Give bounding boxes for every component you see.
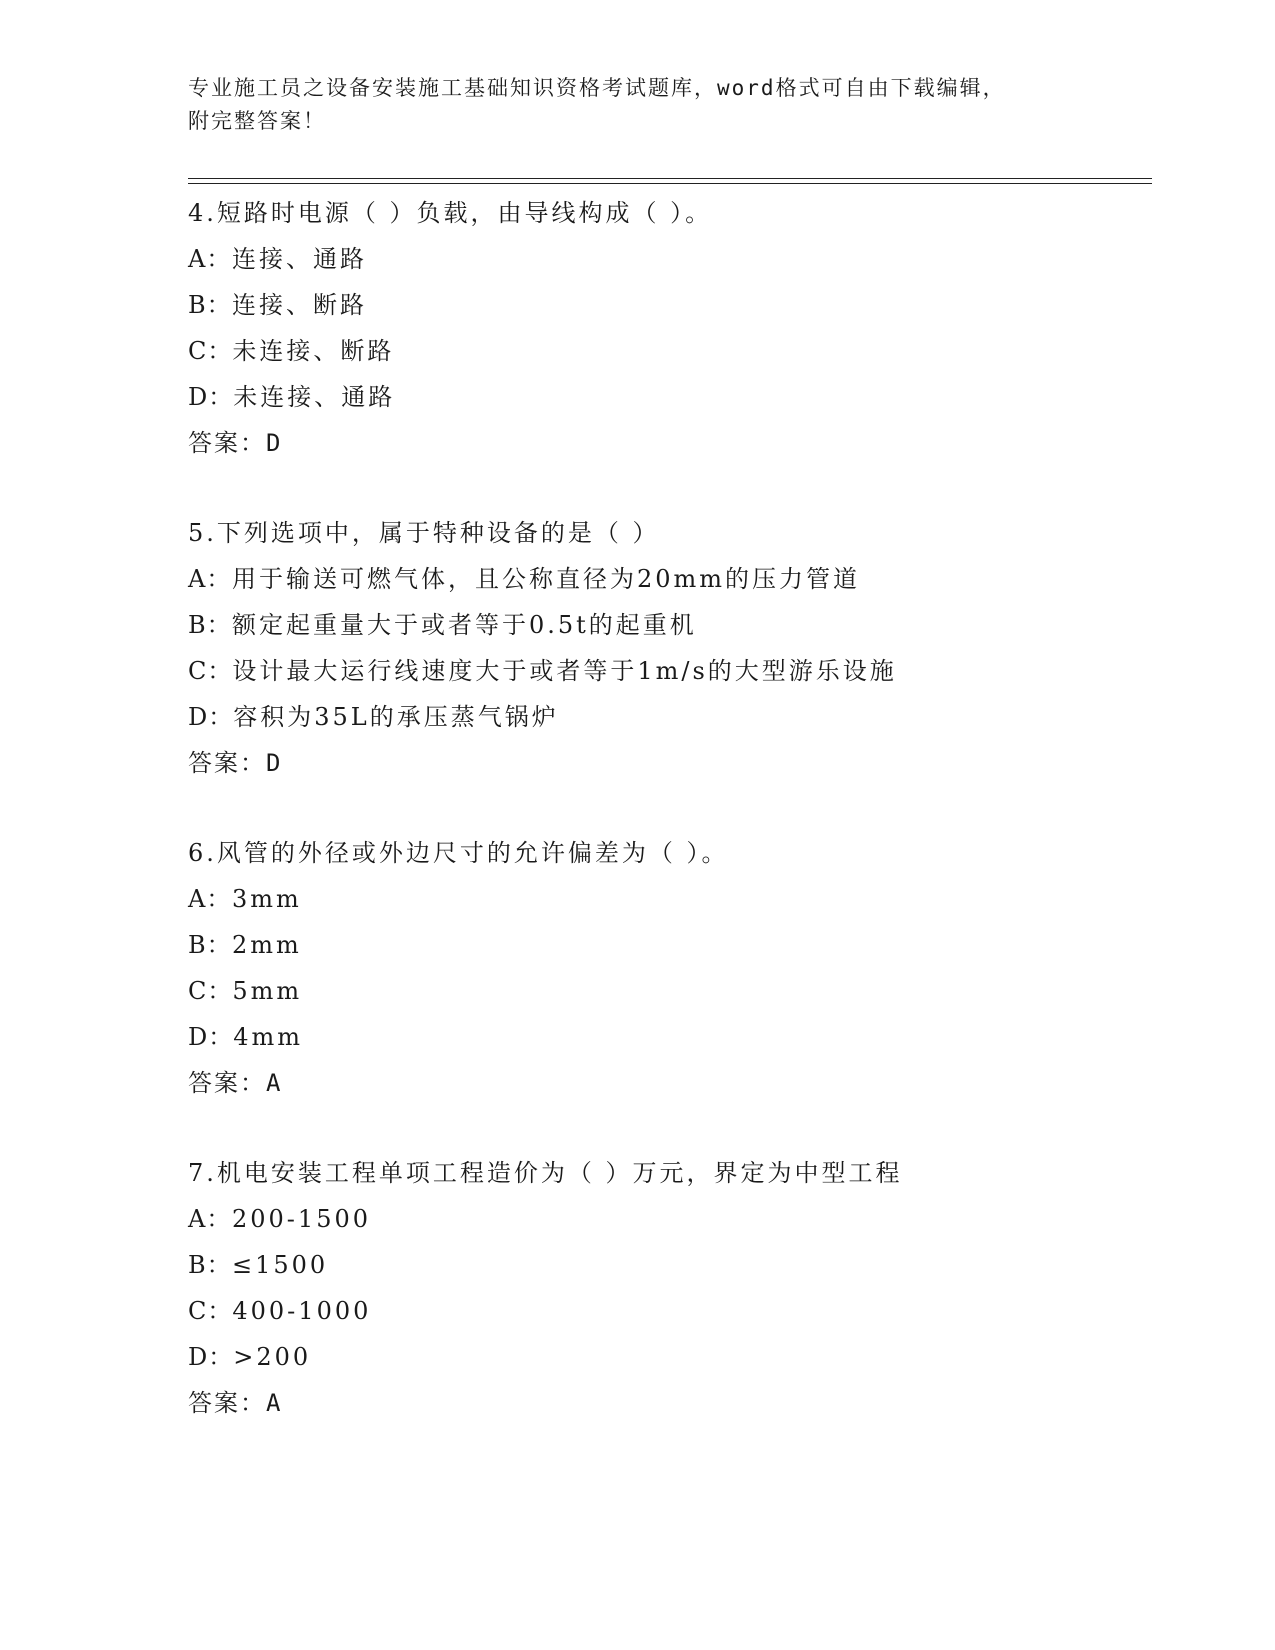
question-7 [188, 1150, 1152, 1426]
option-c [188, 968, 1152, 1014]
question-stem: 5.下列选项中，属于特种设备的是（ ） [188, 519, 660, 547]
option-text: 200-1500 [232, 1205, 371, 1233]
question-stem: 4.短路时电源（ ）负载，由导线构成（ ）。 [188, 199, 713, 227]
option-text: >200 [233, 1343, 312, 1371]
option-text: 连接、断路 [232, 291, 367, 319]
option-key: D： [188, 1343, 234, 1371]
option-b [188, 1242, 1152, 1288]
option-key: C： [188, 1297, 233, 1325]
option-b [188, 602, 1152, 648]
option-key: A： [188, 245, 232, 273]
option-key: C： [188, 337, 233, 365]
option-text: 2mm [232, 931, 302, 959]
question-4 [188, 190, 1152, 466]
answer: 答案：D [188, 749, 283, 777]
option-c [188, 328, 1152, 374]
option-key: C： [188, 657, 233, 685]
question-stem: 6.风管的外径或外边尺寸的允许偏差为（ ）。 [188, 839, 729, 867]
header-line-2: 附完整答案！ [188, 109, 326, 133]
option-b [188, 922, 1152, 968]
answer: 答案：D [188, 429, 283, 457]
question-5 [188, 510, 1152, 786]
option-b [188, 282, 1152, 328]
option-d [188, 1334, 1152, 1380]
header-line-1: 专业施工员之设备安装施工基础知识资格考试题库，word格式可自由下载编辑， [188, 76, 1006, 100]
answer: 答案：A [188, 1069, 283, 1097]
option-key: A： [188, 565, 232, 593]
option-text: 连接、通路 [232, 245, 367, 273]
option-c [188, 1288, 1152, 1334]
option-a [188, 236, 1152, 282]
question-6 [188, 830, 1152, 1106]
option-key: B： [188, 291, 232, 319]
option-text: 容积为35L的承压蒸气锅炉 [233, 703, 559, 731]
option-key: B： [188, 931, 232, 959]
option-key: B： [188, 611, 232, 639]
option-key: C： [188, 977, 233, 1005]
option-d [188, 1014, 1152, 1060]
option-a [188, 556, 1152, 602]
option-text: 用于输送可燃气体，且公称直径为20mm的压力管道 [232, 565, 861, 593]
option-key: D： [188, 383, 234, 411]
option-text: 设计最大运行线速度大于或者等于1m/s的大型游乐设施 [232, 657, 897, 685]
option-text: ≤1500 [232, 1251, 329, 1279]
option-text: 未连接、断路 [232, 337, 395, 365]
option-a [188, 876, 1152, 922]
option-key: B： [188, 1251, 232, 1279]
option-c [188, 648, 1152, 694]
option-key: A： [188, 885, 232, 913]
option-text: 4mm [233, 1023, 304, 1051]
question-list [188, 190, 1152, 1470]
header-divider-bottom [188, 183, 1152, 184]
header-divider-top [188, 178, 1152, 179]
option-text: 未连接、通路 [233, 383, 396, 411]
option-d [188, 694, 1152, 740]
option-text: 400-1000 [232, 1297, 372, 1325]
question-stem: 7.机电安装工程单项工程造价为（ ）万元，界定为中型工程 [188, 1159, 903, 1187]
option-key: D： [188, 703, 234, 731]
option-a [188, 1196, 1152, 1242]
document-header [188, 72, 1088, 138]
option-text: 5mm [232, 977, 303, 1005]
option-text: 额定起重量大于或者等于0.5t的起重机 [232, 611, 697, 639]
option-key: A： [188, 1205, 232, 1233]
option-d [188, 374, 1152, 420]
answer: 答案：A [188, 1389, 283, 1417]
option-key: D： [188, 1023, 234, 1051]
option-text: 3mm [232, 885, 302, 913]
